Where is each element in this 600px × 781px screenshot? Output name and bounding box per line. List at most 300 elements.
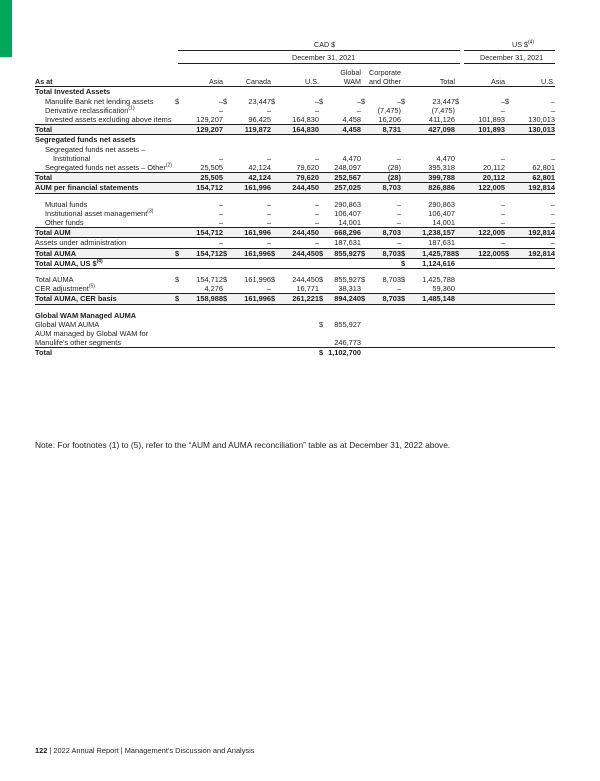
table-cell <box>319 145 361 154</box>
table-cell <box>319 209 361 218</box>
cell-value: – <box>266 284 271 294</box>
cell-value: – <box>550 208 555 218</box>
table-row <box>35 228 555 238</box>
cell-value: – <box>314 105 319 115</box>
table-cell <box>271 135 319 145</box>
table-cell <box>223 97 271 106</box>
table-cell <box>271 275 319 284</box>
table-row <box>35 154 555 163</box>
currency-symbol: $ <box>223 275 228 285</box>
table-cell <box>319 275 361 284</box>
row-label <box>35 97 175 106</box>
table-cell <box>175 200 223 209</box>
table-cell <box>505 200 555 209</box>
table-cell <box>455 320 505 329</box>
cell-value: – <box>218 153 223 163</box>
cell-value: 106,407 <box>334 208 361 218</box>
currency-symbol: $ <box>361 248 366 258</box>
table-cell <box>223 200 271 209</box>
table-cell <box>455 348 505 358</box>
table-cell <box>505 248 555 258</box>
cell-value: – <box>396 284 401 294</box>
table-cell <box>455 329 505 338</box>
cell-value: 244,450 <box>292 228 319 238</box>
cell-value: 23,447 <box>432 96 455 106</box>
table-cell <box>505 135 555 145</box>
row-label <box>35 106 175 115</box>
cell-value: – <box>500 96 505 106</box>
cell-value: 79,620 <box>296 163 319 173</box>
table-cell <box>175 329 223 338</box>
currency-symbol: $ <box>361 294 366 304</box>
table-cell <box>223 87 271 97</box>
table-row <box>35 320 555 329</box>
table-cell <box>455 218 505 228</box>
cell-value: 122,005 <box>478 248 505 258</box>
auma-table <box>35 68 555 358</box>
col-us-asia: Asia <box>455 68 505 87</box>
table-cell <box>271 258 319 268</box>
cell-value: 192,814 <box>528 248 555 258</box>
row-label <box>35 209 175 218</box>
cad-header-rule <box>178 50 460 51</box>
row-label-text: Total AUMA, CER basis <box>35 294 117 304</box>
currency-symbol: $ <box>361 96 366 106</box>
currency-symbol: $ <box>271 294 276 304</box>
table-cell <box>319 163 361 173</box>
table-cell <box>223 209 271 218</box>
cell-value: – <box>266 238 271 248</box>
col-canada: Canada <box>223 68 271 87</box>
currency-symbol: $ <box>401 275 406 285</box>
table-cell <box>455 338 505 348</box>
row-label <box>35 248 175 258</box>
table-cell <box>401 338 455 348</box>
table-cell <box>319 320 361 329</box>
cell-value: – <box>396 153 401 163</box>
cell-value: – <box>356 96 361 106</box>
footer-separator: | <box>49 746 52 755</box>
table-cell <box>271 97 319 106</box>
table-cell <box>223 294 271 304</box>
table-cell <box>319 87 361 97</box>
table-cell <box>271 348 319 358</box>
table-cell <box>271 183 319 193</box>
table-cell <box>401 115 455 125</box>
table-cell <box>271 87 319 97</box>
table-cell <box>361 125 401 135</box>
cell-value: – <box>356 105 361 115</box>
cell-value: 38,313 <box>338 284 361 294</box>
table-cell <box>175 258 223 268</box>
cell-value: 96,425 <box>248 115 271 125</box>
col-global-wam <box>319 68 361 87</box>
cell-value: 855,927 <box>334 275 361 285</box>
table-cell <box>319 238 361 248</box>
table-row <box>35 294 555 304</box>
table-cell <box>401 145 455 154</box>
cell-value: 154,712 <box>196 228 223 238</box>
row-label-text: Mutual funds <box>45 199 88 209</box>
row-label-text: Total AUM <box>35 228 71 238</box>
table-cell <box>401 125 455 135</box>
cell-value: – <box>314 218 319 228</box>
table-cell <box>455 248 505 258</box>
table-cell <box>401 284 455 294</box>
table-cell <box>175 135 223 145</box>
us-header <box>512 40 534 49</box>
table-cell <box>175 106 223 115</box>
col-corporate-line2: and Other <box>369 77 401 87</box>
table-cell <box>505 173 555 183</box>
table-cell <box>319 228 361 238</box>
col-us: U.S. <box>271 68 319 87</box>
table-cell <box>361 338 401 348</box>
col-global-wam-line1: Global <box>340 68 361 77</box>
table-cell <box>401 135 455 145</box>
table-cell <box>319 248 361 258</box>
cell-value: 8,703 <box>382 275 401 285</box>
currency-symbol: $ <box>223 294 228 304</box>
table-cell <box>223 218 271 228</box>
table-cell <box>455 87 505 97</box>
cell-value: 1,102,700 <box>328 348 361 358</box>
table-cell <box>223 115 271 125</box>
row-label-text: Global WAM Managed AUMA <box>35 310 137 320</box>
cell-value: 187,631 <box>334 238 361 248</box>
row-label-text: Invested assets excluding above items <box>45 115 172 125</box>
row-label-text: Segregated funds net assets – <box>45 144 146 154</box>
currency-symbol: $ <box>401 96 406 106</box>
table-cell <box>271 106 319 115</box>
table-cell <box>175 294 223 304</box>
cell-value: – <box>218 105 223 115</box>
table-row <box>35 183 555 193</box>
cell-value: – <box>218 199 223 209</box>
cell-value: – <box>218 218 223 228</box>
cell-value: – <box>314 208 319 218</box>
table-cell <box>455 209 505 218</box>
cell-value: – <box>500 238 505 248</box>
cell-value: 1,425,788 <box>422 275 455 285</box>
cell-value: 192,814 <box>528 228 555 238</box>
cell-value: 122,005 <box>478 183 505 193</box>
currency-symbol: $ <box>455 96 460 106</box>
row-label-text: Other funds <box>45 218 84 228</box>
table-cell <box>505 329 555 338</box>
table-cell <box>401 275 455 284</box>
table-cell <box>505 183 555 193</box>
col-total: Total <box>401 68 455 87</box>
cell-value: – <box>550 153 555 163</box>
table-cell <box>223 248 271 258</box>
table-cell <box>271 115 319 125</box>
cell-value: – <box>500 218 505 228</box>
table-cell <box>401 209 455 218</box>
cell-value: 8,731 <box>382 125 401 135</box>
cell-value: 246,773 <box>334 338 361 348</box>
cell-value: 1,124,616 <box>422 258 455 268</box>
table-cell <box>319 200 361 209</box>
table-cell <box>271 209 319 218</box>
currency-symbol: $ <box>271 96 276 106</box>
table-cell <box>223 320 271 329</box>
cell-value: 8,703 <box>382 248 401 258</box>
column-header-row <box>35 68 555 87</box>
cell-value: 427,098 <box>428 125 455 135</box>
cell-value: 4,470 <box>342 153 361 163</box>
table-cell <box>361 173 401 183</box>
table-cell <box>271 228 319 238</box>
table-cell <box>271 200 319 209</box>
table-cell <box>505 163 555 173</box>
table-cell <box>361 228 401 238</box>
table-cell <box>361 135 401 145</box>
table-cell <box>505 209 555 218</box>
table-cell <box>319 348 361 358</box>
row-label <box>35 200 175 209</box>
row-label <box>35 145 175 154</box>
cell-value: 14,001 <box>338 218 361 228</box>
footer-text: 2022 Annual Report | Management’s Discussion and Analysis <box>53 746 255 755</box>
row-label <box>35 275 175 284</box>
table-cell <box>361 311 401 320</box>
table-cell <box>455 154 505 163</box>
cad-header: CAD $ <box>314 40 336 49</box>
table-cell <box>223 163 271 173</box>
cell-value: 101,893 <box>478 115 505 125</box>
table-cell <box>361 106 401 115</box>
table-cell <box>175 338 223 348</box>
table-cell <box>505 294 555 304</box>
cell-value: 14,001 <box>432 218 455 228</box>
table-cell <box>223 135 271 145</box>
cell-value: – <box>266 218 271 228</box>
table-cell <box>175 97 223 106</box>
cell-value: (7,475) <box>377 105 401 115</box>
cell-value: 4,276 <box>204 284 223 294</box>
cell-value: 244,450 <box>292 248 319 258</box>
table-cell <box>223 329 271 338</box>
cell-value: 261,221 <box>292 294 319 304</box>
currency-symbol: $ <box>319 319 324 329</box>
cell-value: 411,126 <box>428 115 455 125</box>
table-row <box>35 97 555 106</box>
table-cell <box>319 106 361 115</box>
table-cell <box>361 97 401 106</box>
table-row <box>35 163 555 173</box>
table-cell <box>271 238 319 248</box>
cell-value: – <box>396 96 401 106</box>
cell-value: 4,470 <box>436 153 455 163</box>
cell-value: 244,450 <box>292 183 319 193</box>
row-label-text: Total AUMA, US $ <box>35 258 97 268</box>
row-label-text: Segregated funds net assets – Other <box>45 163 166 173</box>
currency-symbol: $ <box>271 248 276 258</box>
cell-value: 257,025 <box>334 183 361 193</box>
table-cell <box>223 348 271 358</box>
cell-value: 23,447 <box>248 96 271 106</box>
cell-value: 244,450 <box>292 275 319 285</box>
cell-value: 16,206 <box>378 115 401 125</box>
table-cell <box>401 258 455 268</box>
table-cell <box>401 87 455 97</box>
table-cell <box>271 311 319 320</box>
table-cell <box>455 135 505 145</box>
table-cell <box>319 294 361 304</box>
cell-value: – <box>550 96 555 106</box>
cell-value: 4,458 <box>342 125 361 135</box>
footnote-ref: (1) <box>128 105 135 112</box>
table-row <box>35 311 555 320</box>
cell-value: 25,505 <box>200 173 223 183</box>
currency-symbol: $ <box>505 96 510 106</box>
row-label-text: Institutional <box>53 153 91 163</box>
row-label <box>35 183 175 193</box>
table-cell <box>455 311 505 320</box>
table-cell <box>401 238 455 248</box>
currency-symbol: $ <box>455 248 460 258</box>
cell-value: 42,124 <box>248 173 271 183</box>
table-row <box>35 338 555 348</box>
table-row <box>35 200 555 209</box>
cell-value: – <box>500 208 505 218</box>
table-cell <box>401 173 455 183</box>
table-cell <box>175 248 223 258</box>
cell-value: 161,996 <box>244 183 271 193</box>
table-cell <box>505 311 555 320</box>
cell-value: – <box>500 153 505 163</box>
table-cell <box>455 238 505 248</box>
cell-value: 154,712 <box>196 183 223 193</box>
row-label-text: Total Invested Assets <box>35 87 111 97</box>
cell-value: – <box>550 218 555 228</box>
table-cell <box>319 115 361 125</box>
table-cell <box>505 284 555 294</box>
col-us-us: U.S. <box>505 68 555 87</box>
cell-value: – <box>218 238 223 248</box>
cell-value: 129,207 <box>196 125 223 135</box>
cad-date-rule <box>178 63 460 64</box>
cell-value: 248,097 <box>334 163 361 173</box>
cell-value: – <box>396 199 401 209</box>
table-cell <box>505 115 555 125</box>
table-cell <box>271 320 319 329</box>
cell-value: (28) <box>387 173 401 183</box>
table-row <box>35 275 555 284</box>
table-cell <box>175 173 223 183</box>
table-cell <box>455 228 505 238</box>
table-cell <box>505 258 555 268</box>
table-row <box>35 284 555 294</box>
cell-value: – <box>314 199 319 209</box>
table-cell <box>361 115 401 125</box>
row-label <box>35 258 175 268</box>
cell-value: 62,801 <box>532 173 555 183</box>
cell-value: – <box>550 238 555 248</box>
us-date: December 31, 2021 <box>480 53 544 62</box>
us-header-label: US $ <box>512 40 528 49</box>
table-cell <box>271 294 319 304</box>
cell-value: 4,458 <box>342 115 361 125</box>
cell-value: 855,927 <box>334 248 361 258</box>
cell-value: 1,425,788 <box>422 248 455 258</box>
table-cell <box>455 200 505 209</box>
table-cell <box>361 320 401 329</box>
table-cell <box>455 183 505 193</box>
row-label <box>35 135 175 145</box>
table-cell <box>175 275 223 284</box>
cell-value: 161,996 <box>244 248 271 258</box>
currency-symbol: $ <box>175 294 180 304</box>
cell-value: 42,124 <box>248 163 271 173</box>
table-cell <box>175 228 223 238</box>
table-cell <box>175 284 223 294</box>
table-cell <box>271 163 319 173</box>
currency-symbol: $ <box>319 275 324 285</box>
currency-symbol: $ <box>223 248 228 258</box>
row-label-text: Manulife Bank net lending assets <box>45 96 154 106</box>
cell-value: 20,112 <box>482 163 505 173</box>
cell-value: 668,296 <box>334 228 361 238</box>
row-label <box>35 154 175 163</box>
cell-value: – <box>314 153 319 163</box>
row-label-text: Derivative reclassification <box>45 105 129 115</box>
cell-value: 130,013 <box>528 125 555 135</box>
table-cell <box>175 218 223 228</box>
table-cell <box>455 275 505 284</box>
table-cell <box>175 238 223 248</box>
table-cell <box>175 154 223 163</box>
table-cell <box>175 87 223 97</box>
table-cell <box>361 87 401 97</box>
table-cell <box>455 115 505 125</box>
table-row <box>35 106 555 115</box>
footnote-ref: (2) <box>165 162 172 169</box>
row-label-text: Assets under administration <box>35 238 127 248</box>
cell-value: 252,567 <box>334 173 361 183</box>
cell-value: 1,485,148 <box>422 294 455 304</box>
table-cell <box>505 275 555 284</box>
table-cell <box>271 284 319 294</box>
row-label-text: CER adjustment <box>35 284 89 294</box>
table-cell <box>361 154 401 163</box>
row-label-text: Global WAM AUMA <box>35 319 100 329</box>
row-label <box>35 238 175 248</box>
table-cell <box>223 284 271 294</box>
cell-value: 8,703 <box>382 183 401 193</box>
row-label <box>35 338 175 348</box>
cell-value: 129,207 <box>196 115 223 125</box>
table-cell <box>319 338 361 348</box>
row-label <box>35 348 175 358</box>
table-cell <box>455 294 505 304</box>
table-cell <box>223 238 271 248</box>
table-cell <box>361 218 401 228</box>
cell-value: – <box>396 218 401 228</box>
table-cell <box>319 284 361 294</box>
cell-value: 1,238,157 <box>422 228 455 238</box>
cell-value: – <box>218 208 223 218</box>
currency-symbol: $ <box>401 294 406 304</box>
table-cell <box>401 183 455 193</box>
table-cell <box>455 125 505 135</box>
table-row <box>35 173 555 183</box>
table-cell <box>319 125 361 135</box>
table-cell <box>505 125 555 135</box>
footnote-note: Note: For footnotes (1) to (5), refer to the “AUM and AUMA reconciliation” table as at December 31, 2022 above. <box>35 440 451 450</box>
row-label-text: Total <box>35 348 53 358</box>
